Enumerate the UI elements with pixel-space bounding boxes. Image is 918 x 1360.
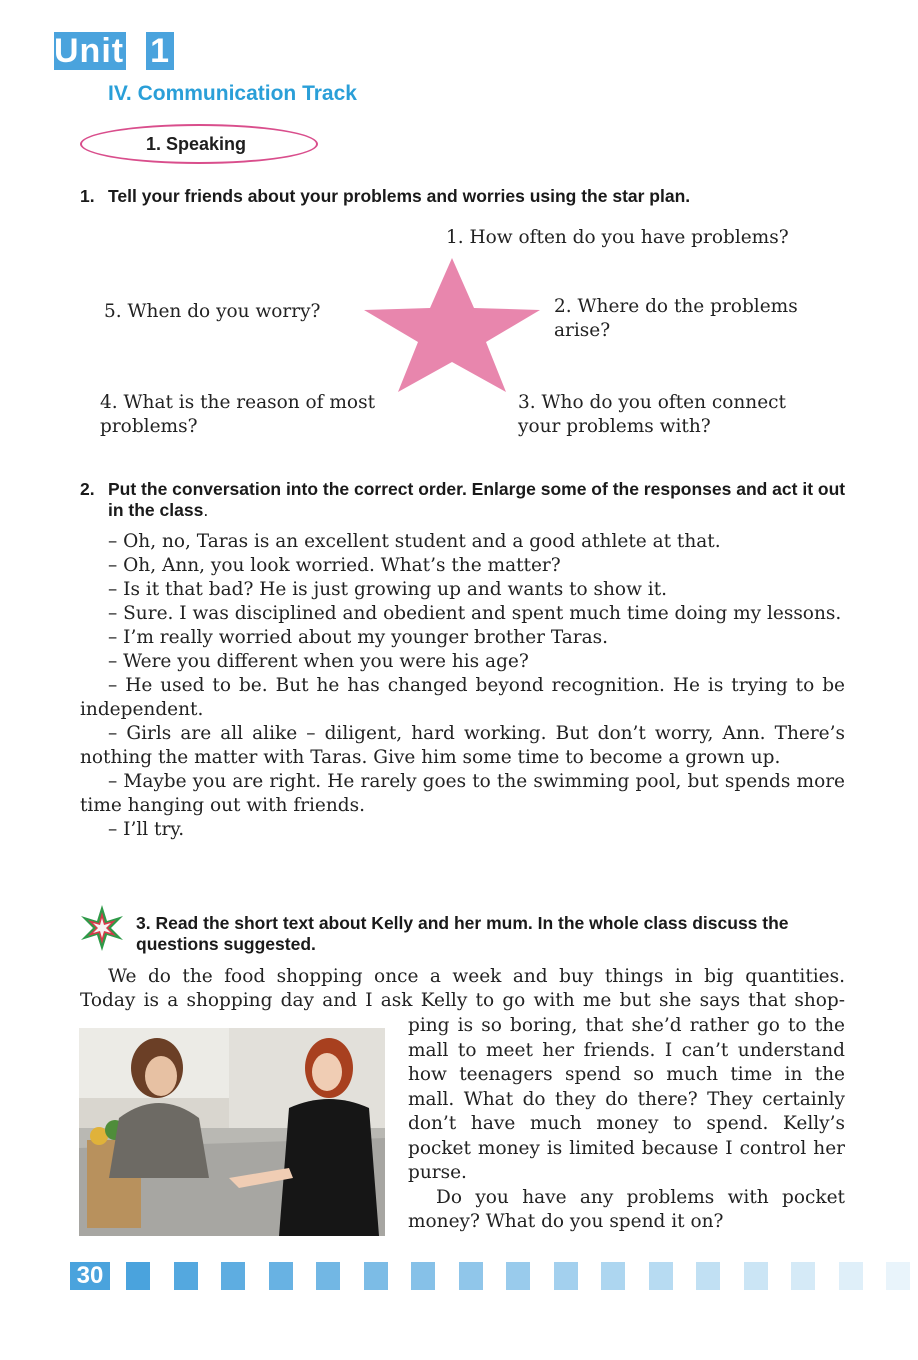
footer-square [174, 1262, 198, 1290]
footer-square [459, 1262, 483, 1290]
reading-line-1: We do the food shopping once a week and buy things in big quantities. [108, 966, 845, 987]
dialogue-line: – Girls are all alike – diligent, hard working. But don’t worry, Ann. There’s nothing the matter with Taras. Give him some time to become a grown up. [80, 723, 845, 768]
star-question-3-line1: 3. Who do you often connect [518, 392, 786, 413]
task2-instruction-end: . [203, 500, 209, 520]
star-plan-icon [362, 258, 542, 392]
footer-square [839, 1262, 863, 1290]
footer-square [601, 1262, 625, 1290]
task1-heading [80, 186, 850, 208]
reading-line-2: Today is a shopping day and I ask Kelly to go with me but she says that shop- [80, 990, 845, 1011]
dialogue-line: – I’ll try. [108, 819, 185, 840]
dialogue-line: – Oh, Ann, you look worried. What’s the matter? [108, 555, 561, 576]
task2-number: 2. [80, 479, 95, 499]
footer-square [649, 1262, 673, 1290]
dialogue [80, 530, 845, 842]
footer-square [696, 1262, 720, 1290]
star-question-4-line2: problems? [100, 416, 198, 437]
dialogue-line: – I’m really worried about my younger brother Taras. [108, 627, 609, 648]
star-question-3-line2: your problems with? [518, 416, 711, 437]
speaking-label: 1. Speaking [146, 134, 247, 154]
dialogue-line: – He used to be. But he has changed beyond recognition. He is trying to be independent. [80, 675, 845, 720]
kelly-and-mum-photo [79, 1028, 385, 1236]
reading-text-right [408, 1014, 845, 1235]
dialogue-line: – Is it that bad? He is just growing up and wants to show it. [108, 579, 668, 600]
footer-square [791, 1262, 815, 1290]
star-question-4-line1: 4. What is the reason of most [100, 392, 375, 413]
footer-square [886, 1262, 910, 1290]
star-question-4 [100, 391, 375, 439]
reading-text-top [80, 965, 845, 1013]
footer-square [744, 1262, 768, 1290]
footer-square [221, 1262, 245, 1290]
section-title: IV. Communication Track [108, 82, 357, 105]
footer-square [364, 1262, 388, 1290]
footer-square [316, 1262, 340, 1290]
reading-paragraph: ping is so boring, that she’d rather go to the mall to meet her friends. I can’t understand how teenagers spend so much time in the mall. What do they do there? They certainly don’t have much money to spend. Kelly’s pocket money is limited because I control her purse. [408, 1015, 845, 1183]
star-question-2-line1: 2. Where do the problems [554, 296, 798, 317]
discussion-questions: Do you have any problems with pocket money? What do you spend it on? [408, 1186, 845, 1232]
task3-instruction: 3. Read the short text about Kelly and her mum. In the whole class discuss the questions suggested. [136, 913, 789, 954]
task2-instruction-text: Put the conversation into the correct order. Enlarge some of the responses and act it out in the class [108, 479, 846, 520]
footer-square [554, 1262, 578, 1290]
footer-square [126, 1262, 150, 1290]
task1-instruction: Tell your friends about your problems and worries using the star plan. [108, 186, 691, 206]
star-question-2-line2: arise? [554, 320, 611, 341]
footer-square [506, 1262, 530, 1290]
star-question-5: 5. When do you worry? [104, 301, 321, 322]
footer-square [269, 1262, 293, 1290]
task1-number: 1. [80, 186, 95, 206]
dialogue-line: – Sure. I was disciplined and obedient and spent much time doing my lessons. [108, 603, 842, 624]
unit-number: 1 [146, 32, 174, 70]
task2-heading [80, 479, 850, 523]
star-question-2 [554, 295, 798, 343]
star-question-3 [518, 391, 786, 439]
dialogue-line: – Were you different when you were his age? [108, 651, 529, 672]
ornament-star-icon [78, 904, 126, 952]
dialogue-line: – Maybe you are right. He rarely goes to the swimming pool, but spends more time hanging out with friends. [80, 771, 845, 816]
dialogue-line: – Oh, no, Taras is an excellent student and a good athlete at that. [108, 531, 721, 552]
photo-illustration [79, 1028, 385, 1236]
star-shape [364, 258, 540, 392]
task2-instruction [108, 479, 846, 521]
unit-word: Unit [54, 32, 125, 70]
page-number: 30 [70, 1262, 110, 1290]
star-question-1: 1. How often do you have problems? [446, 227, 789, 248]
unit-badge [54, 32, 174, 70]
footer-square [411, 1262, 435, 1290]
